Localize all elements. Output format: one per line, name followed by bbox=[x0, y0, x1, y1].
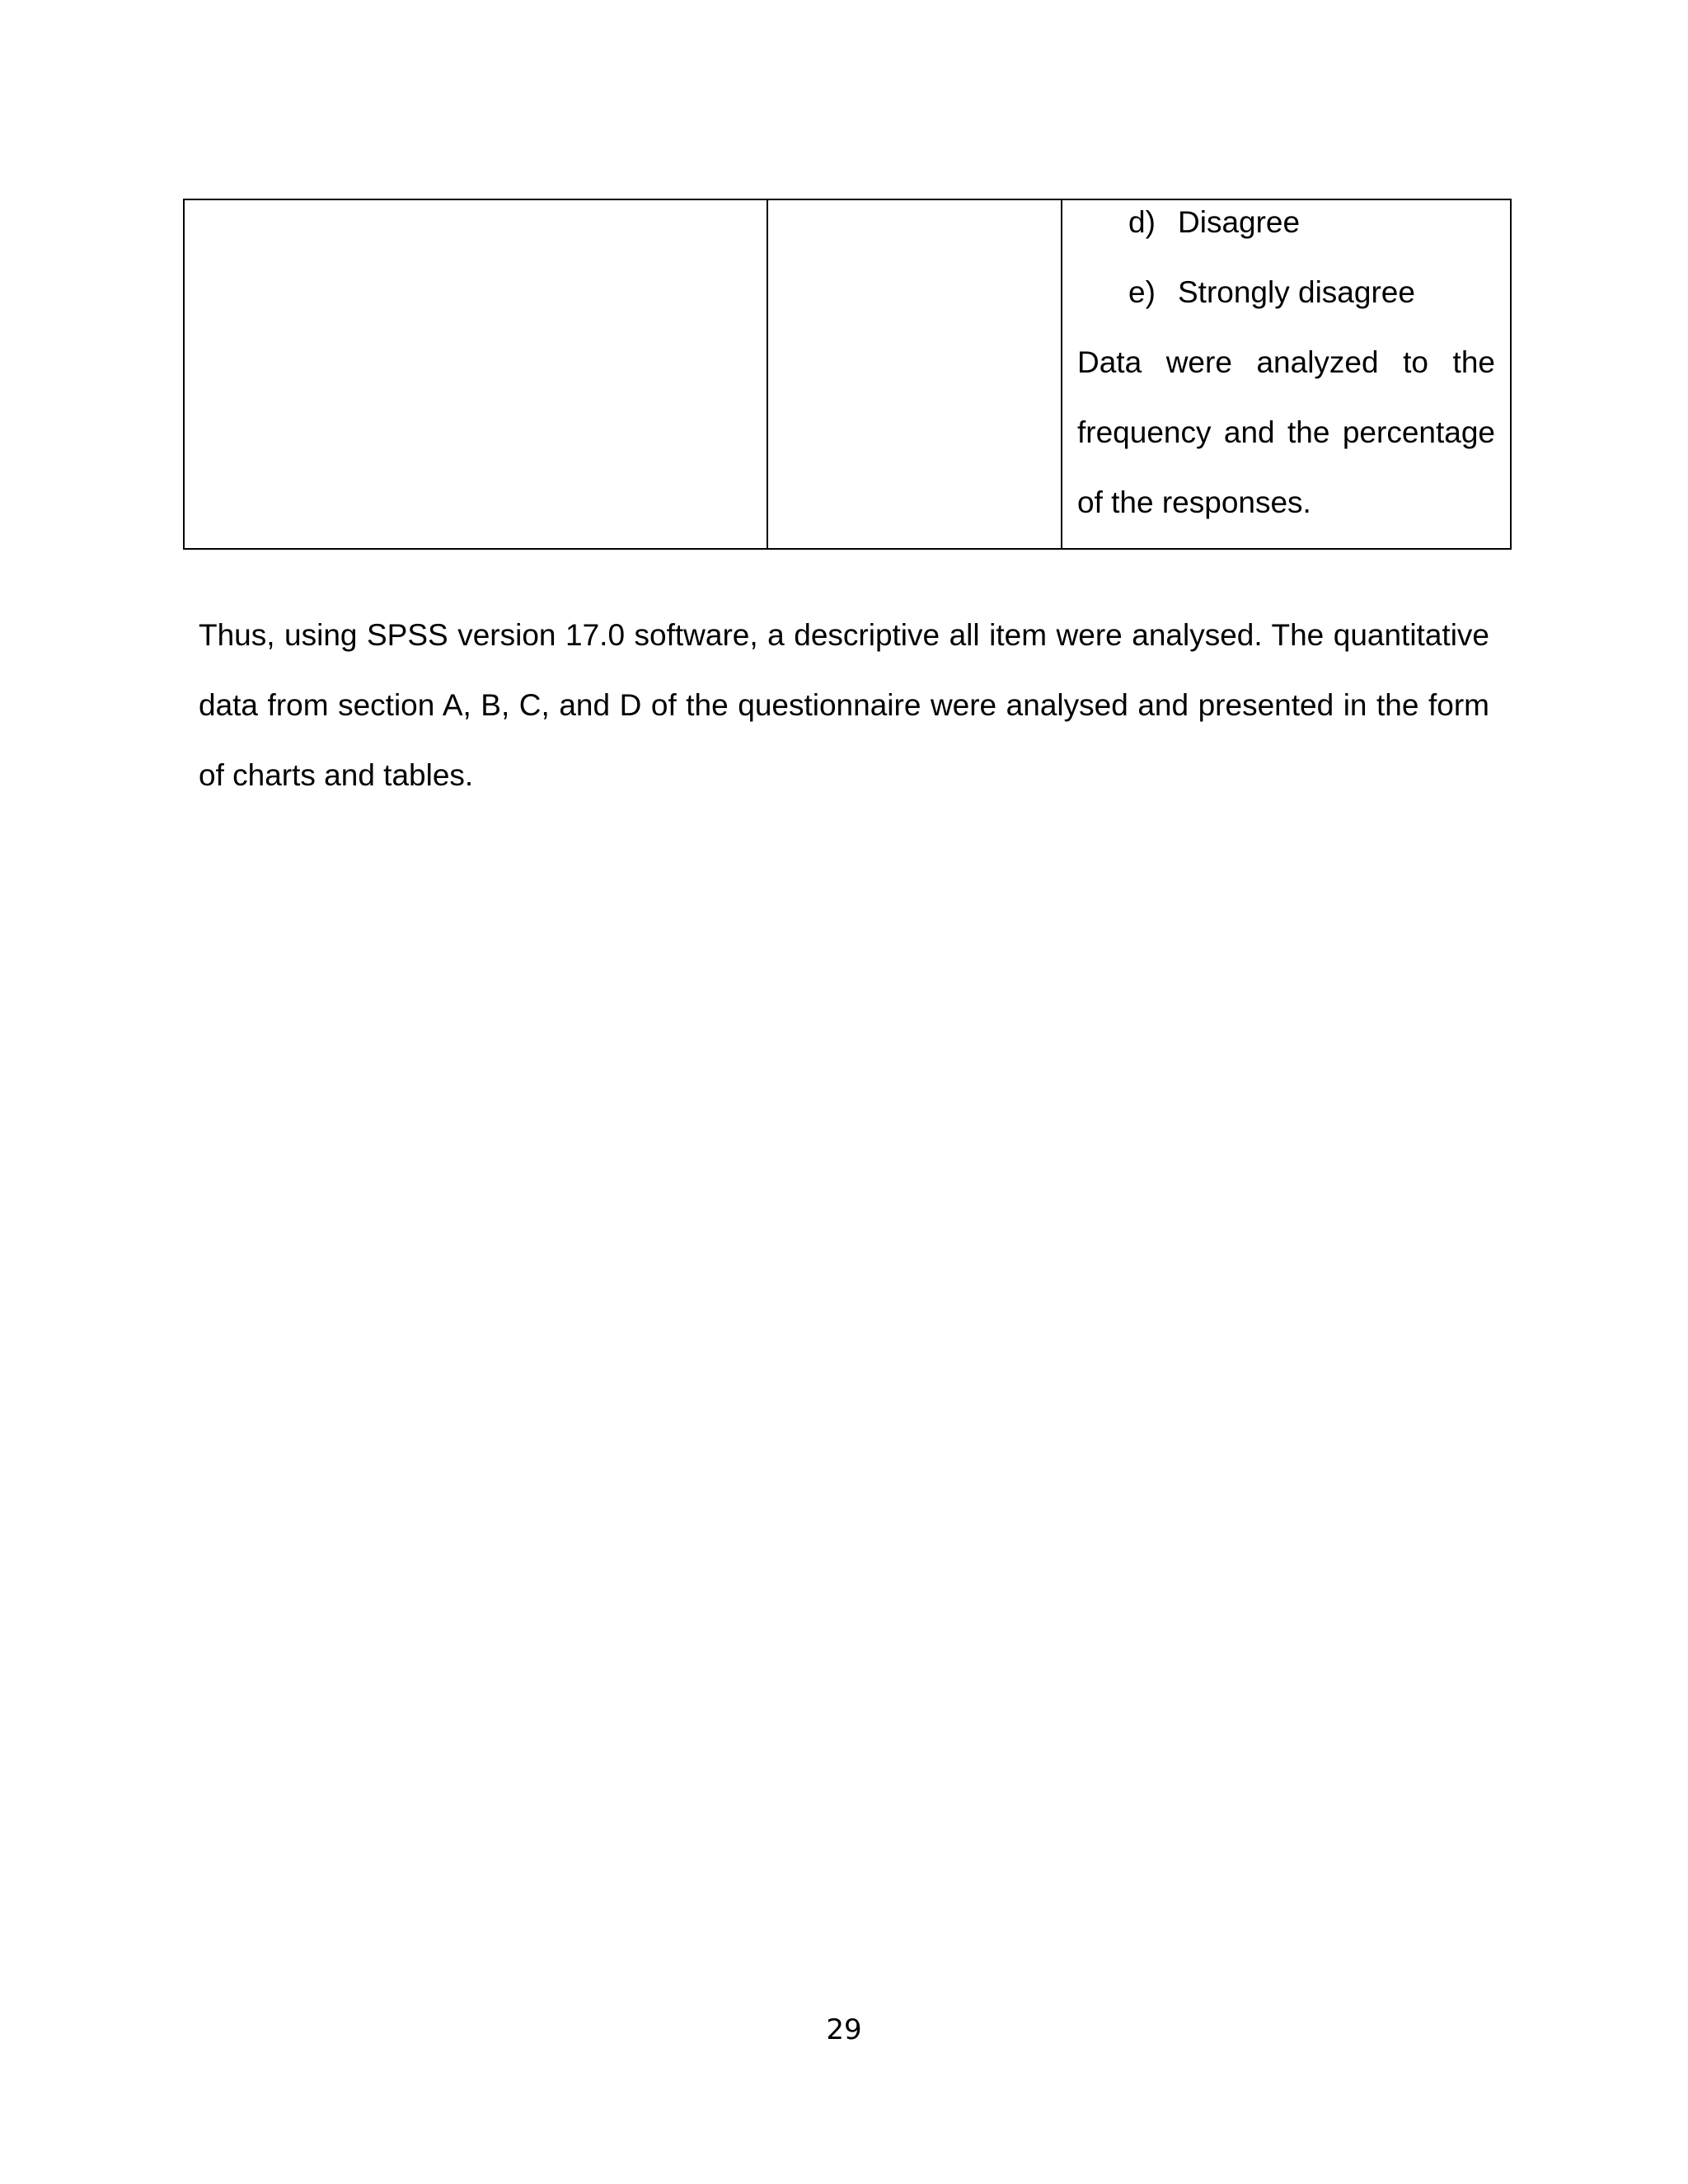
option-text: Strongly disagree bbox=[1178, 275, 1415, 309]
table-cell-empty-2 bbox=[767, 199, 1062, 549]
option-text: Disagree bbox=[1178, 205, 1301, 239]
option-item-d bbox=[1077, 187, 1495, 257]
table-cell-methods bbox=[1062, 199, 1511, 549]
option-marker: e) bbox=[1128, 275, 1156, 309]
page-number: 29 bbox=[826, 2013, 862, 2046]
table-row bbox=[184, 199, 1511, 549]
cell-content bbox=[1062, 187, 1510, 537]
continued-table bbox=[183, 199, 1512, 550]
analysis-note: Data were analyzed to the frequency and the percentage of the responses. bbox=[1077, 345, 1495, 519]
table-cell-empty-1 bbox=[184, 199, 767, 549]
option-item-e bbox=[1077, 257, 1495, 327]
body-paragraph: Thus, using SPSS version 17.0 software, a descriptive all item were analysed. The quantitative data from section A, B, C, and D of the questionnaire were analysed and presented in the form of charts and tables. bbox=[199, 618, 1489, 792]
option-marker: d) bbox=[1128, 205, 1156, 239]
